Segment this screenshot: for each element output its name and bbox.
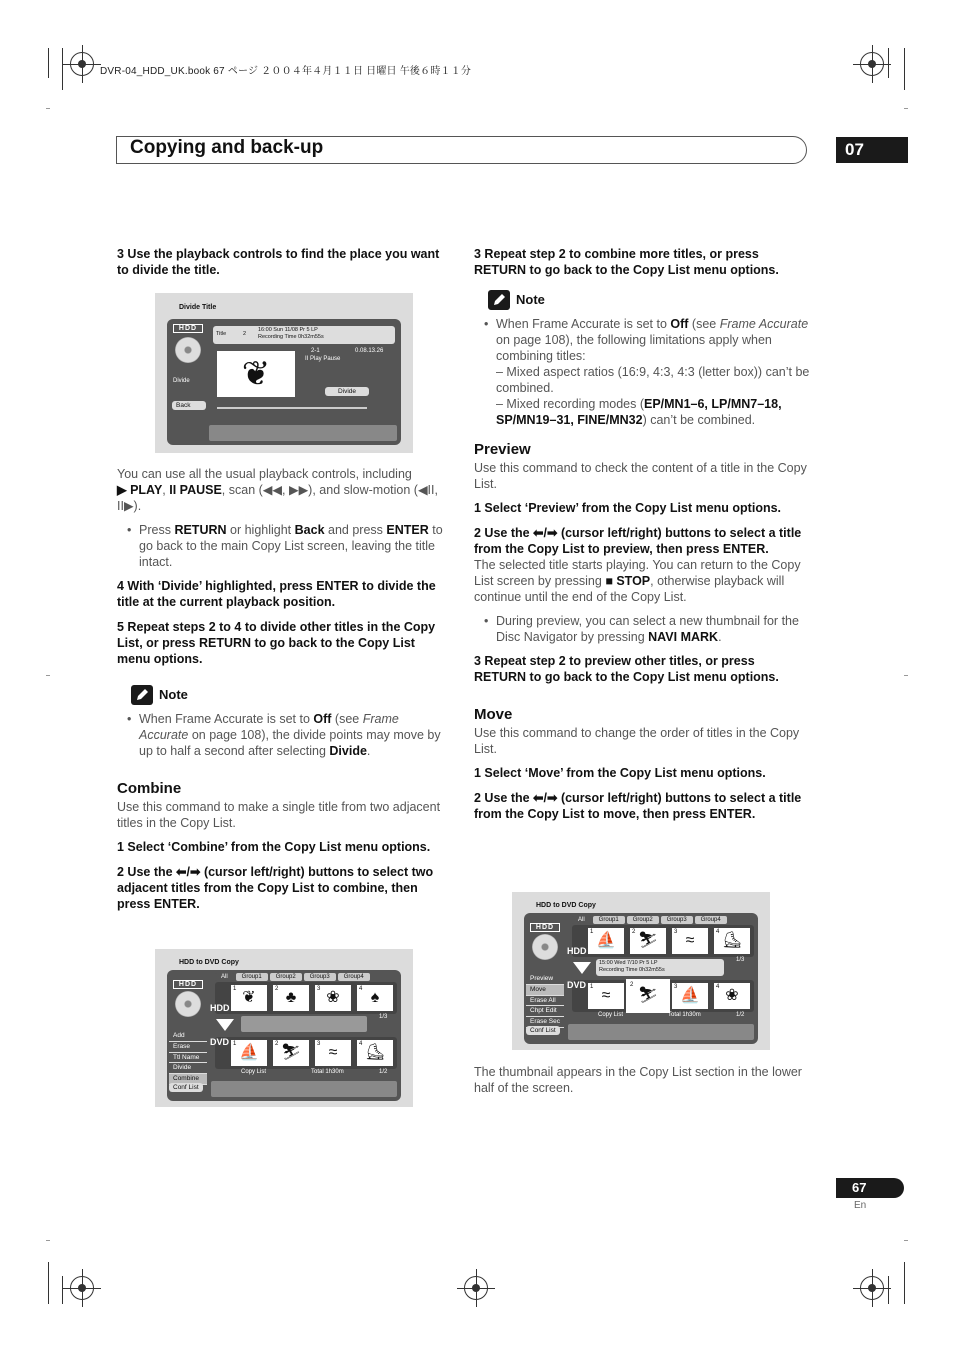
title-info-box bbox=[596, 959, 724, 976]
crop-mark bbox=[904, 1262, 905, 1304]
crop-tick bbox=[46, 675, 50, 676]
dvd-label: DVD bbox=[210, 1037, 230, 1047]
menu-item-erase[interactable]: Erase bbox=[169, 1042, 207, 1053]
status-bar bbox=[209, 425, 397, 441]
title-info-line1: 16:00 Sun 11/08 Pr 5 LP bbox=[258, 327, 318, 333]
divide-label: Divide bbox=[329, 744, 367, 758]
crop-tick bbox=[904, 108, 908, 109]
dvd-page-indicator: 1/2 bbox=[379, 1069, 388, 1075]
text: (see bbox=[331, 712, 363, 726]
crop-mark bbox=[904, 48, 905, 90]
status-bar bbox=[568, 1024, 754, 1040]
move-step-1: 1 Select ‘Move’ from the Copy List menu options. bbox=[474, 766, 766, 780]
crop-mark bbox=[888, 1276, 889, 1304]
combine-step-3: 3 Repeat step 2 to combine more titles, or press RETURN to go back to the Copy List menu options. bbox=[474, 247, 779, 277]
tab-group2[interactable]: Group2 bbox=[270, 973, 302, 981]
copy-list-label: Copy List bbox=[241, 1069, 267, 1075]
menu-item-add[interactable]: Add bbox=[169, 1031, 207, 1042]
dvd-thumbnail-1[interactable]: 1 ≈ bbox=[588, 983, 624, 1009]
menu-item-preview[interactable]: Preview bbox=[526, 974, 564, 985]
thumbnail-icon: ♠ bbox=[370, 989, 380, 1006]
menu-item-divide[interactable]: Divide bbox=[169, 1063, 207, 1074]
text: and press bbox=[324, 523, 387, 537]
conf-list-button[interactable]: Conf List bbox=[526, 1026, 560, 1035]
text: – Mixed recording modes ( bbox=[496, 397, 644, 411]
stop-label: ■ STOP bbox=[605, 574, 651, 588]
page-title: Copying and back-up bbox=[130, 137, 324, 158]
thumbnail-icon: ⛵ bbox=[239, 1044, 259, 1061]
tab-group1[interactable]: Group1 bbox=[236, 973, 268, 981]
text: on page 108), the divide points may move by up to half a second after selecting bbox=[139, 728, 441, 758]
tab-all[interactable]: All bbox=[572, 916, 591, 924]
combine-step-2: 2 Use the ⬅/➡ (cursor left/right) buttons to select two adjacent titles from the Copy List to combine, then press ENTER. bbox=[117, 865, 434, 911]
text: The selected title starts playing. You can return to the Copy List screen by pressing bbox=[474, 558, 801, 588]
hdd-label: HDD bbox=[567, 946, 587, 956]
menu-item-move[interactable]: Move bbox=[526, 985, 564, 996]
crop-mark bbox=[62, 1276, 63, 1304]
text: or highlight bbox=[226, 523, 295, 537]
menu-item-chapter-edit[interactable]: Chpt Edit bbox=[526, 1006, 564, 1017]
step-3: 3 Use the playback controls to find the place you want to divide the title. bbox=[117, 247, 440, 277]
menu-item-combine[interactable]: Combine bbox=[169, 1074, 207, 1085]
note-label: Note bbox=[516, 292, 545, 307]
playback-time: 0.08.13.26 bbox=[355, 348, 384, 354]
disc-icon bbox=[175, 337, 201, 363]
navi-mark-label: NAVI MARK bbox=[648, 630, 719, 644]
registration-mark-icon bbox=[464, 1276, 488, 1300]
tab-group4[interactable]: Group4 bbox=[695, 916, 727, 924]
crop-tick bbox=[46, 1240, 50, 1241]
divide-title-screenshot bbox=[155, 293, 413, 453]
crop-mark bbox=[62, 48, 63, 90]
down-arrow-icon bbox=[216, 1019, 234, 1031]
title-info-line2: Recording Time 0h32m55s bbox=[599, 967, 665, 973]
divide-button[interactable]: Divide bbox=[325, 387, 369, 396]
progress-bar bbox=[217, 407, 367, 409]
thumbnail-icon: ⛵ bbox=[680, 987, 700, 1004]
move-paragraph: Use this command to change the order of titles in the Copy List. bbox=[474, 726, 800, 756]
dvd-thumbnail-2[interactable]: 2 ⛷ bbox=[273, 1040, 309, 1066]
text: When Frame Accurate is set to bbox=[496, 317, 671, 331]
preview-playback-paragraph bbox=[474, 557, 810, 605]
disc-icon bbox=[532, 934, 558, 960]
group-tabs bbox=[215, 973, 370, 981]
thumbnail-icon: ⛸ bbox=[364, 1044, 386, 1061]
right-column bbox=[474, 246, 810, 831]
dvd-thumbnail-2[interactable]: 2 ⛷ bbox=[628, 981, 668, 1011]
back-label: Back bbox=[294, 523, 325, 537]
left-column-lower bbox=[117, 466, 451, 921]
frame-accurate-note bbox=[117, 711, 451, 759]
navi-mark-bullet bbox=[474, 613, 810, 645]
thumbnail-icon: ❀ bbox=[326, 989, 340, 1006]
enter-label: ENTER bbox=[386, 523, 429, 537]
thumbnail-icon: ⛷ bbox=[637, 987, 659, 1004]
dvd-thumbnail-3[interactable]: 3 ⛵ bbox=[672, 983, 708, 1009]
hdd-thumbnail-1[interactable]: 1 ❦ bbox=[231, 985, 267, 1011]
leaf-icon: ❦ bbox=[241, 355, 271, 393]
text: When Frame Accurate is set to bbox=[139, 712, 314, 726]
tab-group2[interactable]: Group2 bbox=[627, 916, 659, 924]
crop-tick bbox=[904, 1240, 908, 1241]
combine-paragraph: Use this command to make a single title from two adjacent titles in the Copy List. bbox=[117, 800, 441, 830]
copy-list-label: Copy List bbox=[598, 1012, 624, 1018]
menu-item-erase-section[interactable]: Erase Sec bbox=[526, 1017, 564, 1028]
text: During preview, you can select a new thumbnail for the Disc Navigator by pressing bbox=[496, 614, 799, 644]
preview-step-1: 1 Select ‘Preview’ from the Copy List menu options. bbox=[474, 501, 782, 515]
title-thumbnail bbox=[217, 351, 295, 397]
total-time: Total 1h30m bbox=[668, 1012, 701, 1018]
hdd-thumbnail-4[interactable]: 4 ⛸ bbox=[714, 928, 750, 954]
text: You can use all the usual playback controls, including bbox=[117, 467, 412, 481]
text: . bbox=[366, 744, 371, 758]
note-label: Note bbox=[159, 687, 188, 702]
menu-item-title-name[interactable]: Ttl Name bbox=[169, 1053, 207, 1064]
thumbnail-icon: ⛷ bbox=[280, 1044, 302, 1061]
crop-mark bbox=[48, 1262, 49, 1304]
dvd-label: DVD bbox=[567, 980, 587, 990]
thumbnail-icon: ❀ bbox=[725, 987, 739, 1004]
hdd-logo: HDD bbox=[173, 324, 203, 333]
combine-limitations-note bbox=[474, 316, 810, 428]
note-pencil-icon bbox=[131, 685, 153, 705]
selection-slot bbox=[241, 1016, 367, 1032]
aspect-ratio-limitation: – Mixed aspect ratios (16:9, 4:3, 4:3 (letter box)) can’t be combined. bbox=[496, 365, 810, 395]
note-heading bbox=[131, 685, 451, 705]
preview-heading: Preview bbox=[474, 441, 531, 458]
step-5: 5 Repeat steps 2 to 4 to divide other titles in the Copy List, or press RETURN to go back to the Copy List menu options. bbox=[117, 620, 436, 666]
crop-tick bbox=[46, 108, 50, 109]
title-number: 2 bbox=[243, 331, 247, 337]
move-screenshot bbox=[512, 892, 770, 1050]
registration-mark-icon bbox=[70, 52, 94, 76]
move-heading: Move bbox=[474, 706, 513, 723]
tab-group1[interactable]: Group1 bbox=[593, 916, 625, 924]
hdd-thumbnail-1[interactable]: 1 ⛵ bbox=[588, 928, 624, 954]
text: to go back to the main Copy List screen, leaving the title intact. bbox=[139, 523, 443, 569]
sidebar-item-divide[interactable]: Divide bbox=[173, 378, 190, 384]
text: , otherwise playback will continue until the end of the Copy List. bbox=[474, 574, 785, 604]
preview-step-3: 3 Repeat step 2 to preview other titles, or press RETURN to go back to the Copy List menu options. bbox=[474, 654, 779, 684]
text: . bbox=[718, 630, 722, 644]
status-bar bbox=[211, 1081, 397, 1097]
title-info-box bbox=[213, 326, 395, 344]
left-column bbox=[117, 246, 451, 287]
recording-modes: EP/MN1–6, LP/MN7–18, SP/MN19–31, FINE/MN32 bbox=[496, 397, 782, 427]
copy-list-menu bbox=[169, 1031, 207, 1085]
dvd-thumbnail-1[interactable]: 1 ⛵ bbox=[231, 1040, 267, 1066]
text: on page 108), the following limitations apply when combining titles: bbox=[496, 333, 772, 363]
book-info: DVR-04_HDD_UK.book 67 ページ ２００４年４月１１日 日曜日 午後６時１１分 bbox=[100, 66, 472, 77]
screen-title: HDD to DVD Copy bbox=[536, 902, 596, 909]
title-label: Title bbox=[216, 331, 227, 337]
registration-mark-icon bbox=[860, 52, 884, 76]
tab-all[interactable]: All bbox=[215, 973, 234, 981]
crop-mark bbox=[48, 48, 49, 78]
registration-mark-icon bbox=[70, 1276, 94, 1300]
text: Press bbox=[139, 523, 175, 537]
thumbnail-icon: ⛷ bbox=[637, 932, 659, 949]
crop-mark bbox=[888, 48, 889, 78]
preview-paragraph: Use this command to check the content of a title in the Copy List. bbox=[474, 461, 807, 491]
tab-group4[interactable]: Group4 bbox=[338, 973, 370, 981]
pause-label: II PAUSE bbox=[169, 483, 222, 497]
off-label: Off bbox=[670, 317, 689, 331]
hdd-thumbnail-2[interactable]: 2 ⛷ bbox=[630, 928, 666, 954]
thumbnail-icon: ♣ bbox=[285, 989, 297, 1006]
text: (see bbox=[688, 317, 720, 331]
thumbnail-paragraph: The thumbnail appears in the Copy List section in the lower half of the screen. bbox=[474, 1065, 802, 1095]
menu-item-erase-all[interactable]: Erase All bbox=[526, 996, 564, 1007]
thumbnail-icon: ≈ bbox=[601, 987, 611, 1004]
playback-controls-paragraph: You can use all the usual playback controls, including ▶ PLAY, II PAUSE, scan (◀◀, ▶▶), and slow-motion (◀II, II▶). bbox=[117, 467, 438, 513]
dvd-thumbnail-4[interactable]: 4 ❀ bbox=[714, 983, 750, 1009]
text: ) can’t be combined. bbox=[642, 413, 756, 427]
chapter-number: 2-1 bbox=[311, 348, 320, 354]
title-info-line2: Recording Time 0h32m55s bbox=[258, 334, 324, 340]
thumbnail-icon: ❦ bbox=[242, 989, 256, 1006]
return-bullet bbox=[117, 522, 451, 570]
combine-heading: Combine bbox=[117, 780, 182, 797]
tab-group3[interactable]: Group3 bbox=[661, 916, 693, 924]
hdd-page-indicator: 1/3 bbox=[736, 957, 745, 963]
hdd-thumbnail-4[interactable]: 4 ♠ bbox=[357, 985, 393, 1011]
crop-tick bbox=[904, 675, 908, 676]
hdd-page-indicator: 1/3 bbox=[379, 1014, 388, 1020]
group-tabs bbox=[572, 916, 727, 924]
page-number: 67 bbox=[836, 1178, 904, 1198]
hdd-label: HDD bbox=[210, 1003, 230, 1013]
off-label: Off bbox=[313, 712, 332, 726]
thumbnail-icon: ≈ bbox=[685, 932, 695, 949]
copy-list-menu bbox=[526, 974, 564, 1028]
page-language: En bbox=[854, 1200, 867, 1211]
total-time: Total 1h30m bbox=[311, 1069, 344, 1075]
hdd-thumbnail-3[interactable]: 3 ❀ bbox=[315, 985, 351, 1011]
conf-list-button[interactable]: Conf List bbox=[169, 1083, 203, 1092]
hdd-logo: HDD bbox=[173, 980, 203, 989]
preview-step-2: 2 Use the ⬅/➡ (cursor left/right) buttons to select a title from the Copy List to preview, then press ENTER. bbox=[474, 526, 802, 556]
frame-accurate-ref: Frame Accurate bbox=[719, 317, 809, 331]
thumbnail-icon: ⛸ bbox=[721, 932, 743, 949]
final-paragraph-block bbox=[474, 1064, 810, 1104]
title-info-line1: 15:00 Wed 7/10 Pr 5 LP bbox=[599, 960, 658, 966]
thumbnail-icon: ≈ bbox=[328, 1044, 338, 1061]
return-label: RETURN bbox=[174, 523, 227, 537]
chapter-number: 07 bbox=[836, 137, 908, 163]
hdd-thumbnail-2[interactable]: 2 ♣ bbox=[273, 985, 309, 1011]
screen-title: Divide Title bbox=[179, 304, 217, 311]
thumbnail-icon: ⛵ bbox=[596, 932, 616, 949]
play-pause-status: II Play Pause bbox=[305, 356, 341, 362]
dvd-thumbnail-3[interactable]: 3 ≈ bbox=[315, 1040, 351, 1066]
move-step-2: 2 Use the ⬅/➡ (cursor left/right) buttons to select a title from the Copy List to move, then press ENTER. bbox=[474, 791, 802, 821]
hdd-thumbnail-3[interactable]: 3 ≈ bbox=[672, 928, 708, 954]
disc-icon bbox=[175, 991, 201, 1017]
play-label: ▶ PLAY bbox=[117, 483, 163, 497]
note-heading bbox=[488, 290, 810, 310]
text: , scan (◀◀, ▶▶), and slow-motion (◀II, II▶). bbox=[117, 483, 438, 513]
registration-mark-icon bbox=[860, 1276, 884, 1300]
tab-group3[interactable]: Group3 bbox=[304, 973, 336, 981]
screen-title: HDD to DVD Copy bbox=[179, 959, 239, 966]
combine-screenshot bbox=[155, 949, 413, 1107]
dvd-page-indicator: 1/2 bbox=[736, 1012, 745, 1018]
note-pencil-icon bbox=[488, 290, 510, 310]
back-button[interactable]: Back bbox=[172, 401, 206, 410]
frame-accurate-ref: Frame Accurate bbox=[139, 712, 399, 742]
step-4: 4 With ‘Divide’ highlighted, press ENTER to divide the title at the current playback position. bbox=[117, 579, 436, 609]
hdd-logo: HDD bbox=[530, 923, 560, 932]
combine-step-1: 1 Select ‘Combine’ from the Copy List menu options. bbox=[117, 840, 431, 854]
down-arrow-icon bbox=[573, 962, 591, 974]
dvd-thumbnail-4[interactable]: 4 ⛸ bbox=[357, 1040, 393, 1066]
